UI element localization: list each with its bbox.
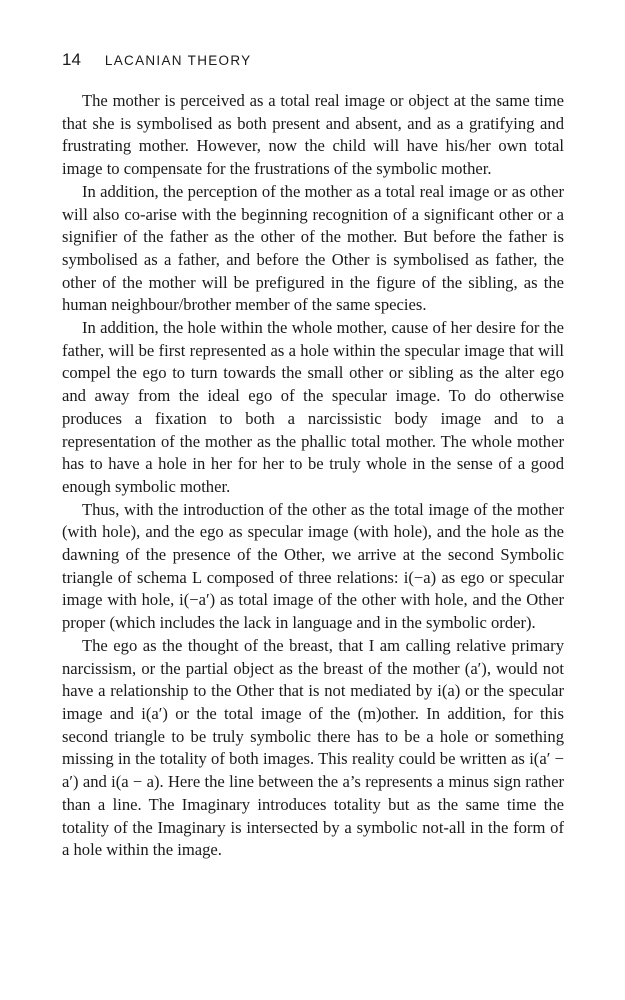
running-title: LACANIAN THEORY [104, 53, 252, 68]
running-head [62, 50, 564, 90]
book-page [62, 50, 564, 862]
paragraph-4: Thus, with the introduction of the other as the total image of the mother (with hole), and the ego as specular image (with hole), and the hole as the dawning of the presence of the Other, we arrive at the second Symbolic triangle of schema L composed of three relations: i(−a) as ego or specular image with hole, i(−a′) as total image of the other with hole, and the Other proper (which includes the lack in language and in the symbolic order). [62, 499, 564, 633]
paragraph-3: In addition, the hole within the whole mother, cause of her desire for the father, will be first represented as a hole within the specular image that will compel the ego to turn towards the small other or sibling as the alter ego and away from the ideal ego of the specular image. To do otherwise produces a fixation to both a narcissistic body image and to a representation of the mother as the phallic total mother. The whole mother has to have a hole in her for her to be truly whole in the sense of a good enough symbolic mother. [62, 318, 564, 496]
page-number: 14 [62, 50, 81, 69]
body-text [62, 90, 564, 862]
paragraph-2: In addition, the perception of the mother as a total real image or as other will also co-arise with the beginning recognition of a significant other or a signifier of the father as the other of the mother. But before the father is symbolised as a father, and before the Other is symbolised as father, the other of the mother will be prefigured in the figure of the sibling, as the human neighbour/brother member of the same species. [62, 181, 564, 315]
paragraph-1: The mother is perceived as a total real image or object at the same time that she is symbolised as both present and absent, and as a gratifying and frustrating mother. However, now the child will have his/her own total image to compensate for the frustrations of the symbolic mother. [62, 91, 564, 179]
paragraph-5: The ego as the thought of the breast, that I am calling relative primary narcissism, or the partial object as the breast of the mother (a′), would not have a relationship to the Other that is not mediated by i(a) or the specular image and i(a′) or the total image of the (m)other. In addition, for this second triangle to be truly symbolic there has to be a hole or something missing in the totality of both images. This reality could be written as i(a′ − a′) and i(a − a). Here the line between the a’s represents a minus sign rather than a line. The Imaginary introduces totality but as the same time the totality of the Imaginary is intersected by a symbolic not-all in the form of a hole within the image. [62, 635, 564, 860]
